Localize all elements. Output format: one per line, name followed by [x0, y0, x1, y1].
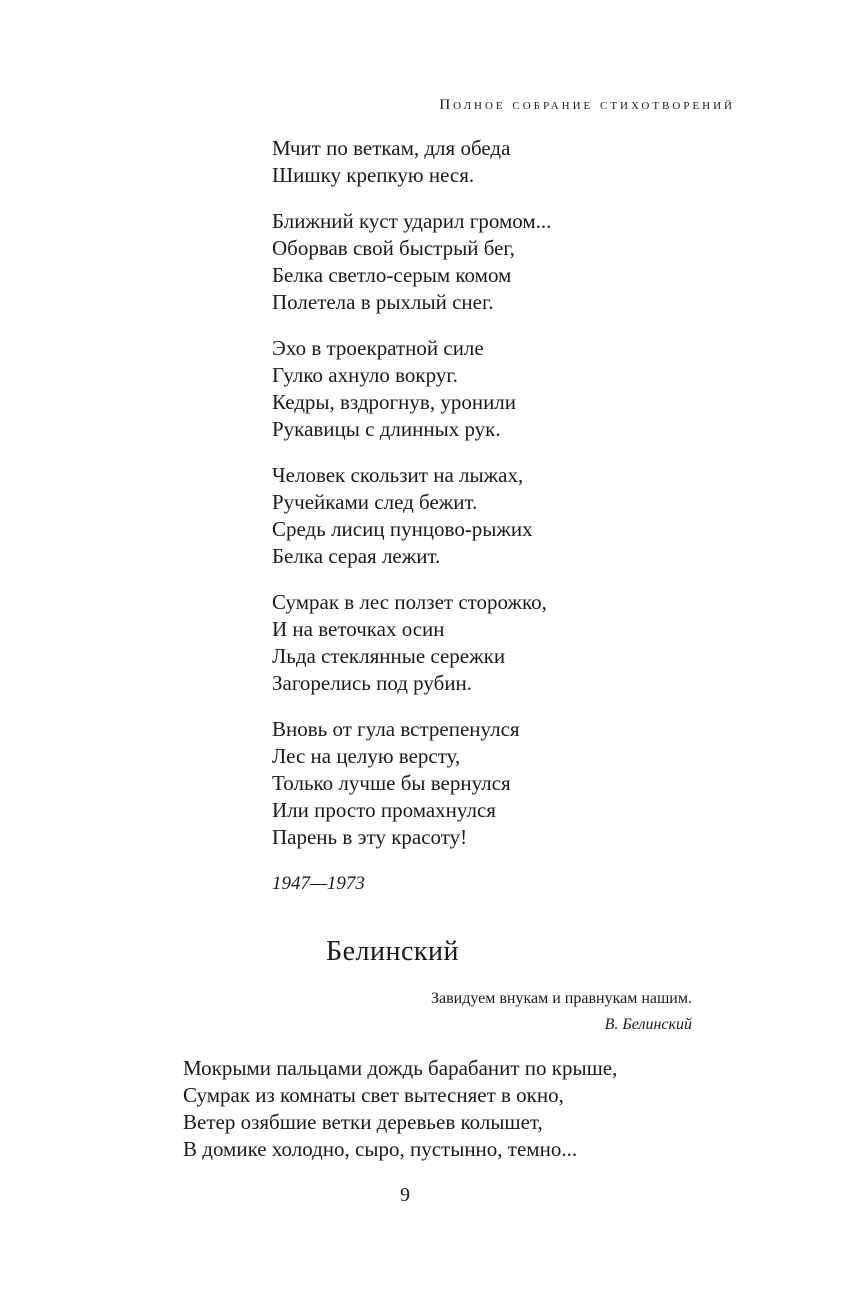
- stanza: [272, 335, 551, 443]
- poem-line: Ближний куст ударил громом...: [272, 209, 552, 233]
- stanza: [272, 589, 551, 697]
- poem-line: Эхо в троекратной силе: [272, 336, 484, 360]
- poem-line: Белка светло-серым комом: [272, 263, 512, 287]
- poem-line: Сумрак из комнаты свет вытесняет в окно,: [183, 1083, 564, 1107]
- stanza: [272, 716, 551, 851]
- poem-line: Рукавицы с длинных рук.: [272, 417, 501, 441]
- poem-title: Белинский: [326, 936, 459, 967]
- poem-line: Только лучше бы вернулся: [272, 771, 511, 795]
- poem-line: Сумрак в лес ползет сторожко,: [272, 590, 547, 614]
- poem-line: Человек скользит на лыжах,: [272, 463, 524, 487]
- poem-date: 1947—1973: [272, 873, 365, 894]
- poem-line: Лес на целую версту,: [272, 744, 461, 768]
- poem-line: Льда стеклянные сережки: [272, 644, 506, 668]
- running-header: Полное собрание стихотворений: [439, 97, 735, 113]
- stanza: [272, 462, 551, 570]
- poem-line: Мчит по веткам, для обеда: [272, 136, 511, 160]
- poem-continuation: [272, 135, 551, 897]
- poem-line: Ручейками след бежит.: [272, 490, 478, 514]
- poem-line: Ветер озябшие ветки деревьев колышет,: [183, 1110, 543, 1134]
- poem-line: Загорелись под рубин.: [272, 671, 473, 695]
- poem-line: Гулко ахнуло вокруг.: [272, 363, 458, 387]
- poem-line: Белка серая лежит.: [272, 544, 441, 568]
- epigraph-author: В. Белинский: [604, 1016, 692, 1033]
- poem-line: Шишку крепкую неся.: [272, 163, 475, 187]
- poem-line: Вновь от гула встрепенулся: [272, 717, 520, 741]
- poem-line: Или просто промахнулся: [272, 798, 496, 822]
- poem-line: Полетела в рыхлый снег.: [272, 290, 494, 314]
- poem-line: Парень в эту красоту!: [272, 825, 468, 849]
- poem-belinsky: [183, 1055, 617, 1163]
- page-number: 9: [400, 1184, 410, 1206]
- stanza: [272, 208, 551, 316]
- poem-line: Средь лисиц пунцово-рыжих: [272, 517, 533, 541]
- poem-line: Мокрыми пальцами дождь барабанит по крыше,: [183, 1056, 618, 1080]
- epigraph: [431, 986, 692, 1038]
- epigraph-text: Завидуем внукам и правнукам нашим.: [430, 990, 692, 1007]
- poem-line: В домике холодно, сыро, пустынно, темно...: [183, 1137, 578, 1161]
- poem-line: И на веточках осин: [272, 617, 445, 641]
- poem-line: Кедры, вздрогнув, уронили: [272, 390, 517, 414]
- poem-line: Оборвав свой быстрый бег,: [272, 236, 515, 260]
- stanza: [272, 135, 551, 189]
